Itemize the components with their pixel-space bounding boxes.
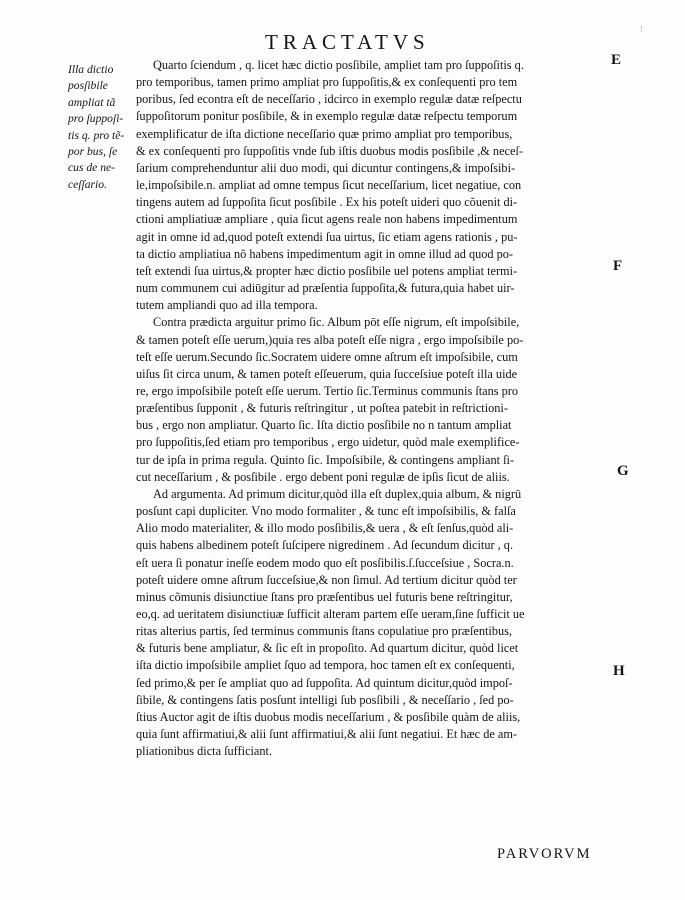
side-letter-f: F	[613, 258, 623, 274]
margin-note-line: por bus, ſe	[68, 145, 118, 159]
side-letter-g: G	[617, 463, 629, 479]
running-header: TRACTATVS	[265, 30, 430, 54]
text-line: pro ſuppoſitis,ſed etiam pro temporibus , ergo uidetur, quòd male exemplifice-	[136, 435, 520, 450]
text-line: iſta dictio impoſsibile ampliet ſquo ad tempora, hoc tamen eſt ex conſequenti,	[136, 658, 515, 673]
margin-note-line: ceſſario.	[68, 177, 107, 191]
text-line: teſt eſſe uerum.Secundo ſic.Socratem uidere omne aſtrum eſt impoſsibile, cum	[136, 349, 518, 364]
text-line: quia ſunt affirmatiui,& alii ſunt affirmatiui,& alii ſunt negatiui. Et hæc de am-	[136, 727, 518, 742]
text-line: ſed primo,& per ſe ampliat quo ad ſuppoſita. Ad quintum dicitur,quòd impoſ-	[136, 675, 513, 690]
text-line: pliationibus dicta ſufficiant.	[136, 744, 273, 759]
text-line: ſarium comprehenduntur alii duo modi, qui dicuntur contingens,& impoſsibi-	[136, 160, 516, 175]
text-line: poribus, ſed econtra eſt de neceſſario , idcirco in exemplo regulæ datæ reſpectu	[136, 92, 522, 107]
text-line: tingens autem ad ſuppoſita ſicut posſibile . Ex his poteſt uideri quo cõuenit di-	[136, 195, 518, 210]
side-letter-h: H	[613, 663, 625, 679]
text-line: agit in omne id ad,quod poteſt extendi ſua uirtus, ſic etiam agens rationis , pu-	[136, 229, 518, 244]
text-line: Alio modo materialiter, & illo modo posſibilis,& uera , & eſt ſenſus,quòd ali-	[136, 521, 514, 536]
text-line: num communem cui adiūgitur ad præſentia ſuppoſita,& futura,quia habet uir-	[136, 281, 515, 296]
text-line: posſunt capi dupliciter. Vno modo formaliter , & tunc eſt impoſsibilis, & falſa	[136, 504, 516, 519]
text-line: & ex conſequenti pro ſuppoſitis vnde ſub iſtis duobus modis posſibile ,& neceſ-	[136, 143, 523, 158]
margin-note-line: Illa dictio	[68, 63, 114, 76]
margin-note-line: ampliat tã	[68, 95, 116, 109]
text-line: tutem ampliandi quo ad illa tempora.	[136, 298, 318, 313]
text-line: uiſus ſit circa unum, & tamen poteſt eſſeuerum, quia ſucceſsiue poteſt illa uide	[136, 366, 518, 381]
text-line: minus cõmunis disiunctiue ſtans pro præſentibus uel futuris bene reſtringitur,	[136, 589, 513, 604]
margin-note-line: posſibile	[68, 79, 108, 93]
side-letter-e: E	[611, 52, 622, 68]
catchword: PARVORVM	[497, 846, 592, 862]
margin-note-line: cus de ne-	[68, 161, 115, 175]
text-line: & futuris bene ampliatur, & ſic eſt in propoſito. Ad quartum dicitur, quòd licet	[136, 641, 519, 656]
margin-note-line: tis q. pro tẽ-	[68, 128, 125, 142]
text-line: poteſt uidere omne aſtrum ſucceſsiue,& non ſimul. Ad tertium dicitur quòd ter	[136, 572, 517, 587]
body-text	[136, 57, 607, 760]
text-line: ctioni ampliatiuæ ampliare , quia ſicut agens reale non habens impedimentum	[136, 212, 518, 227]
text-line: re, ergo impoſsibile poteſt eſſe uerum. Tertio ſic.Terminus communis ſtans pro	[136, 383, 519, 398]
text-line: eo,q. ad ueritatem disiunctiuæ ſufficit alteram partem eſſe ueram,ſine ſufficit ue	[136, 607, 525, 621]
corner-mark: ⁝	[640, 24, 643, 34]
text-line: Ad argumenta. Ad primum dicitur,quòd illa eſt duplex,quia album, & nigrū	[153, 486, 522, 501]
text-line: ſibile, & contingens ſatis posſunt intelligi ſub posſibili , & neceſſario , ſed po-	[136, 692, 514, 707]
text-line: Quarto ſciendum , q. licet hæc dictio posſibile, ampliet tam pro ſuppoſitis q.	[153, 58, 524, 72]
text-line: ritas alterius partis, ſed terminus communis ſtans copulatiue pro præſentibus,	[136, 624, 513, 639]
text-line: præſentibus ſupponit , & futuris reſtringitur , ut poſtea patebit in reſtrictioni-	[136, 401, 508, 416]
text-line: tur de ipſa in prima regula. Quinto ſic. Impoſsibile, & contingens ampliant ſi-	[136, 452, 515, 467]
text-line: teſt extendi ſua uirtus,& propter hæc dictio posſibile uel potens ampliat termi-	[136, 263, 518, 278]
text-line: quis habens albedinem poteſt ſuſcipere nigredinem . Ad ſecundum dicitur , q.	[136, 538, 514, 553]
margin-note-line: pro ſuppoſi-	[68, 112, 124, 126]
text-line: le,impoſsibile.n. ampliat ad omne tempus ſicut neceſſarium, licet negatiue, con	[136, 178, 522, 193]
text-line: pro temporibus, tamen primo ampliat pro ſuppoſitis,& ex conſequenti pro tem	[136, 75, 518, 90]
text-line: cut neceſſarium , & posſibile . ergo debent poni regulæ de ipſis ſicut de aliis.	[136, 469, 510, 484]
text-line: ſtius Auctor agit de iſtis duobus modis neceſſarium , & posſibile quàm de aliis,	[136, 709, 521, 724]
text-line: ſuppoſitorum ponitur posſibile, & in exemplo regulæ datæ reſpectu temporum	[136, 109, 518, 124]
text-line: & tamen poteſt eſſe uerum,)quia res alba poteſt eſſe nigra , ergo impoſsibile po-	[136, 332, 524, 347]
text-line: bus , ergo non ampliatur. Quarto ſic. Iſta dictio posſibile no n tantum ampliat	[136, 418, 512, 433]
text-line: ta dictio ampliatiua nõ habens impedimentum agit in omne illud ad quod po-	[136, 246, 514, 261]
text-line: Contra prædicta arguitur primo ſic. Album pōt eſſe nigrum, eſt impoſsibile,	[153, 315, 520, 330]
text-line: exemplificatur de iſta dictione neceſſario quæ primo ampliat pro temporibus,	[136, 126, 513, 141]
text-line: eſt uera ſi ponatur ineſſe eodem modo quo eſt posſibilis.ſ.ſucceſsiue , Socra.n.	[136, 555, 514, 570]
